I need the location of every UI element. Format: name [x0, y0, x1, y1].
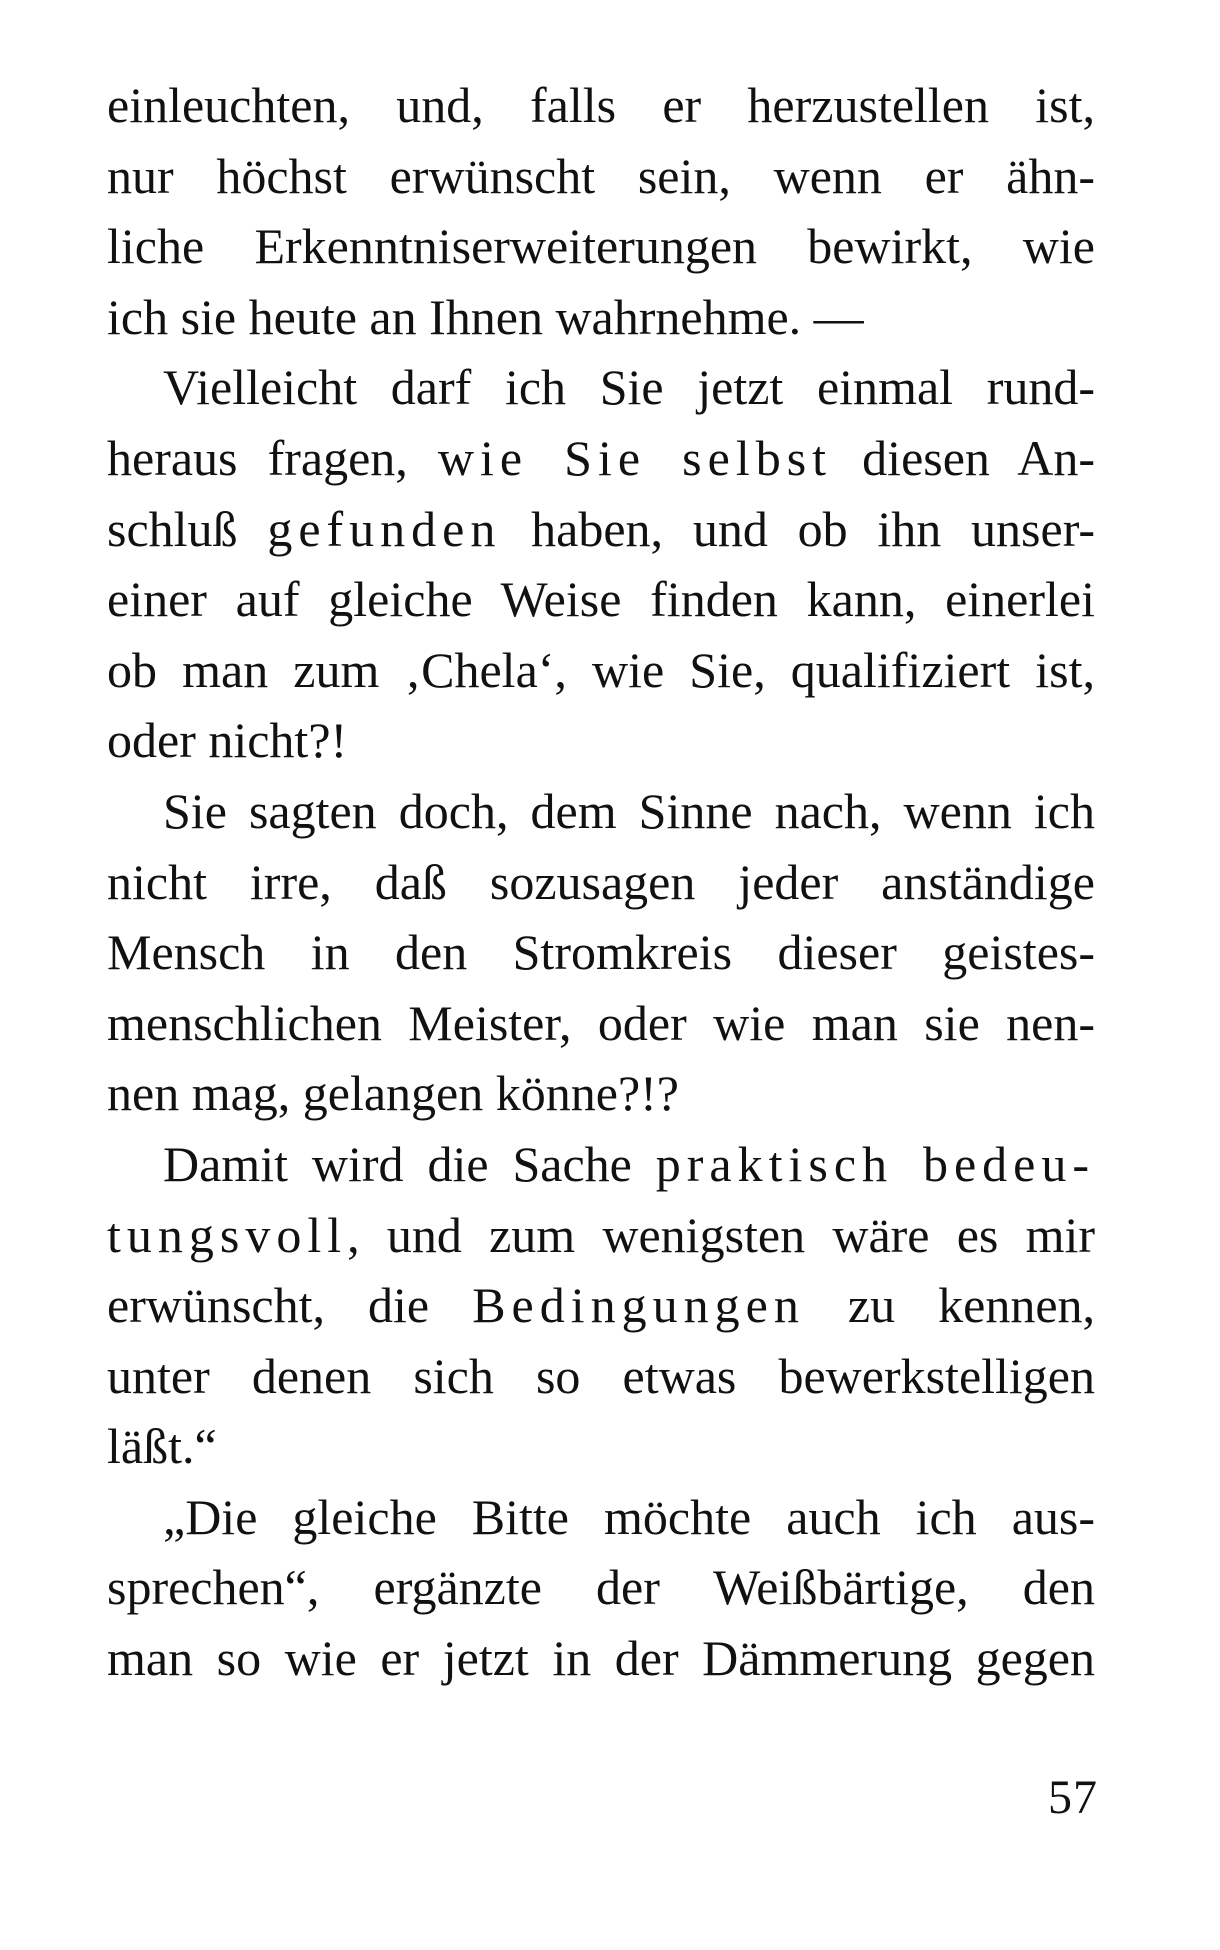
text-run: haben, und ob ihn unser-: [501, 500, 1095, 557]
body-text: [107, 70, 1095, 1694]
text-line: sprechen“, ergänzte der Weißbärtige, den: [107, 1559, 1095, 1616]
text-line: nur höchst erwünscht sein, wenn er ähn-: [107, 147, 1095, 204]
text-line: [107, 494, 1095, 565]
text-line: einleuchten, und, falls er herzustellen ist,: [107, 77, 1095, 133]
text-line: menschlichen Meister, oder wie man sie nen-: [107, 994, 1095, 1051]
emphasized-text: tungsvoll: [107, 1206, 348, 1263]
page-number: 57: [1048, 1771, 1098, 1824]
text-run: Damit wird die Sache: [163, 1135, 656, 1192]
text-line: [107, 1129, 1095, 1200]
text-run: schluß: [107, 500, 268, 557]
emphasized-text: Bedingungen: [472, 1277, 805, 1334]
text-line: nen mag, gelangen könne?!?: [107, 1065, 679, 1122]
text-run: , und zum wenigsten wäre es mir: [347, 1206, 1095, 1263]
text-run: zu kennen,: [804, 1277, 1096, 1334]
text-line: Sie sagten doch, dem Sinne nach, wenn ich: [163, 782, 1095, 839]
text-line: unter denen sich so etwas bewerkstelligen: [107, 1347, 1095, 1404]
text-line: ob man zum ‚Chela‘, wie Sie, qualifiziert ist,: [107, 641, 1095, 698]
text-line: [107, 1200, 1095, 1271]
text-run: heraus fragen,: [107, 429, 438, 486]
text-line: oder nicht?!: [107, 712, 348, 769]
text-line: Mensch in den Stromkreis dieser geistes-: [107, 924, 1095, 981]
text-line: liche Erkenntniserweiterungen bewirkt, wie: [107, 218, 1095, 275]
text-line: Vielleicht darf ich Sie jetzt einmal rund-: [163, 359, 1095, 416]
text-line: „Die gleiche Bitte möchte auch ich aus-: [163, 1488, 1095, 1545]
text-line: [107, 1270, 1095, 1341]
text-line: ich sie heute an Ihnen wahrnehme. —: [107, 288, 864, 345]
text-line: läßt.“: [107, 1418, 217, 1475]
emphasized-text: gefunden: [267, 500, 502, 557]
text-line: nicht irre, daß sozusagen jeder anständige: [107, 853, 1095, 910]
emphasized-text: wie Sie selbst: [437, 429, 833, 486]
text-run: diesen An-: [832, 429, 1096, 486]
text-line: man so wie er jetzt in der Dämmerung gegen: [107, 1630, 1095, 1687]
text-line: [107, 423, 1095, 494]
text-line: einer auf gleiche Weise finden kann, einerlei: [107, 571, 1095, 628]
text-run: erwünscht, die: [107, 1277, 473, 1334]
emphasized-text: praktisch bedeu-: [655, 1135, 1095, 1192]
